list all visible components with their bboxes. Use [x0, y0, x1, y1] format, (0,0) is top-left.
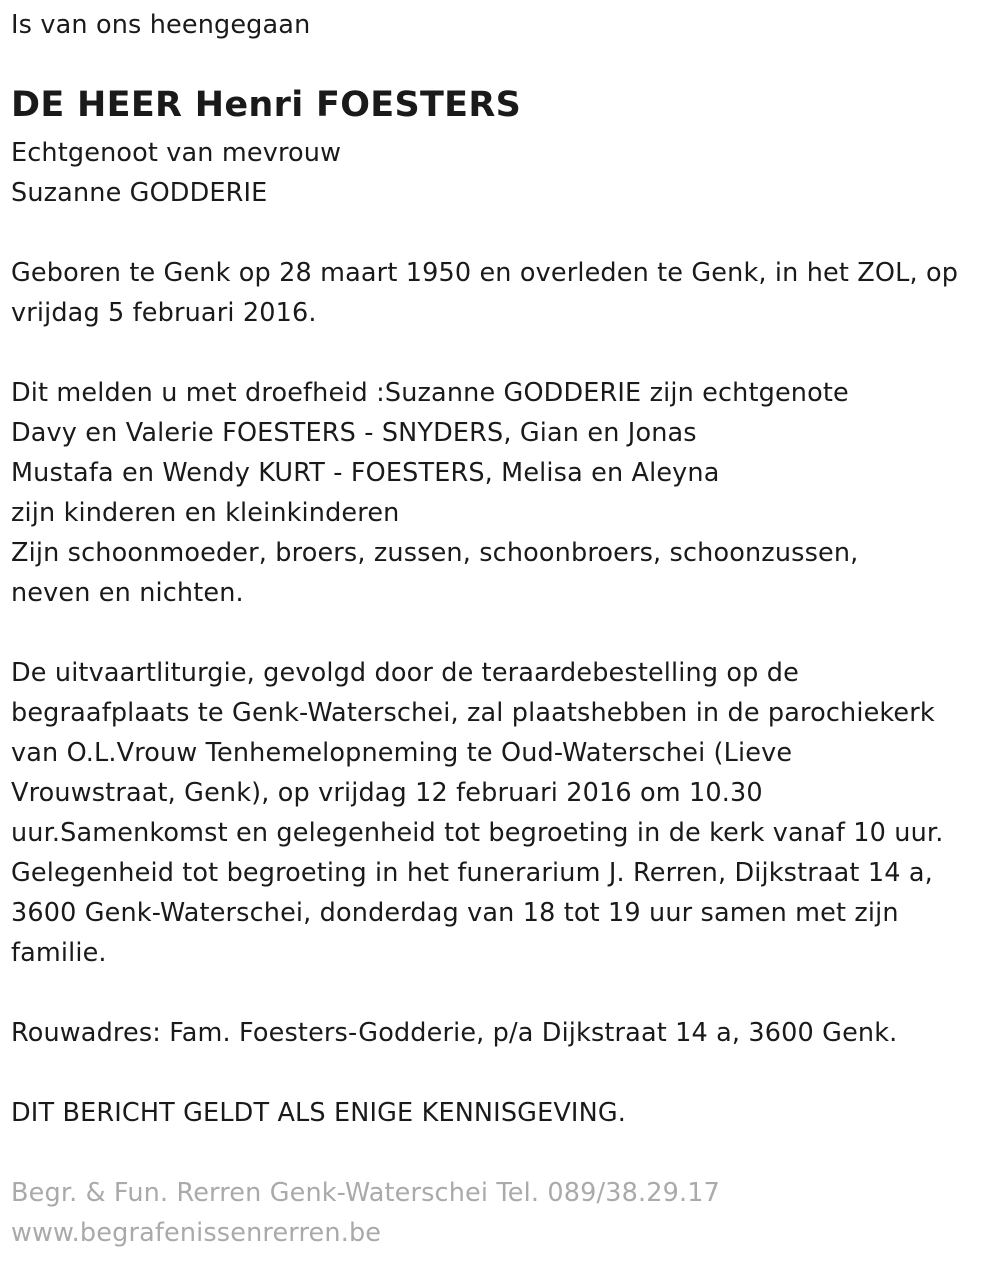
family-line-5: Zijn schoonmoeder, broers, zussen, schoonbroers, schoonzussen, [11, 538, 859, 568]
funeral-line-4: Vrouwstraat, Genk), op vrijdag 12 februari 2016 om 10.30 [11, 778, 763, 808]
funeral-line-8: familie. [11, 938, 107, 968]
deceased-name: DE HEER Henri FOESTERS [11, 85, 522, 125]
funeral-line-5: uur.Samenkomst en gelegenheid tot begroeting in de kerk vanaf 10 uur. [11, 818, 944, 848]
family-line-3: Mustafa en Wendy KURT - FOESTERS, Melisa en Aleyna [11, 458, 720, 488]
birth-death-line-2: vrijdag 5 februari 2016. [11, 298, 317, 328]
funeral-line-3: van O.L.Vrouw Tenhemelopneming te Oud-Waterschei (Lieve [11, 738, 793, 768]
family-line-1: Dit melden u met droefheid :Suzanne GODDERIE zijn echtgenote [11, 378, 849, 408]
family-line-6: neven en nichten. [11, 578, 244, 608]
funeral-line-6: Gelegenheid tot begroeting in het funerarium J. Rerren, Dijkstraat 14 a, [11, 858, 933, 888]
intro-text: Is van ons heengegaan [11, 10, 311, 40]
funeral-line-2: begraafplaats te Genk-Waterschei, zal plaatshebben in de parochiekerk [11, 698, 935, 728]
funeral-home-contact: Begr. & Fun. Rerren Genk-Waterschei Tel. 089/38.29.17 [11, 1178, 720, 1208]
family-line-2: Davy en Valerie FOESTERS - SNYDERS, Gian en Jonas [11, 418, 697, 448]
notice-statement: DIT BERICHT GELDT ALS ENIGE KENNISGEVING. [11, 1098, 626, 1128]
birth-death-line-1: Geboren te Genk op 28 maart 1950 en overleden te Genk, in het ZOL, op [11, 258, 959, 288]
spouse-line-2: Suzanne GODDERIE [11, 178, 268, 208]
family-line-4: zijn kinderen en kleinkinderen [11, 498, 400, 528]
mourning-address: Rouwadres: Fam. Foesters-Godderie, p/a Dijkstraat 14 a, 3600 Genk. [11, 1018, 898, 1048]
spouse-line-1: Echtgenoot van mevrouw [11, 138, 342, 168]
funeral-line-1: De uitvaartliturgie, gevolgd door de teraardebestelling op de [11, 658, 799, 688]
funeral-home-website: www.begrafenissenrerren.be [11, 1218, 382, 1248]
funeral-line-7: 3600 Genk-Waterschei, donderdag van 18 tot 19 uur samen met zijn [11, 898, 899, 928]
